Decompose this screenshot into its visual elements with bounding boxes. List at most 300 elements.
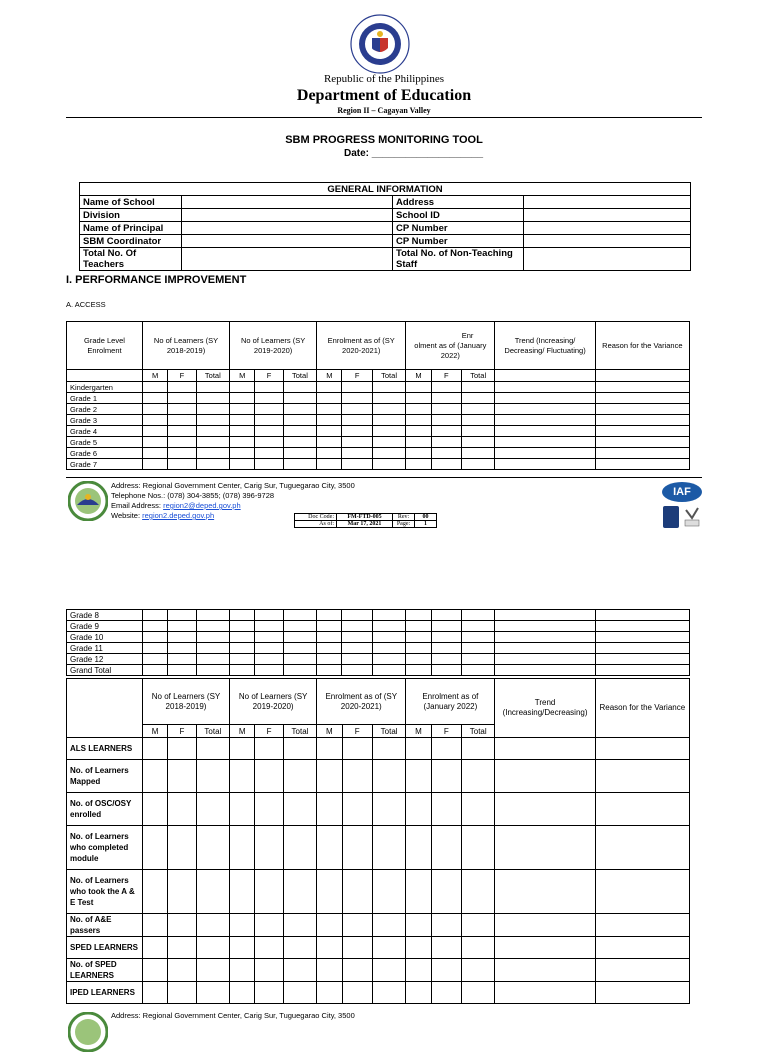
data-cell[interactable] (255, 448, 283, 459)
data-cell[interactable] (230, 393, 255, 404)
data-cell[interactable] (317, 982, 342, 1004)
data-cell[interactable] (431, 382, 461, 393)
data-cell[interactable] (406, 621, 431, 632)
data-cell[interactable] (342, 760, 372, 793)
data-cell[interactable] (255, 654, 283, 665)
data-cell[interactable] (595, 382, 689, 393)
data-cell[interactable] (461, 404, 494, 415)
data-cell[interactable] (142, 426, 167, 437)
data-cell[interactable] (595, 393, 689, 404)
data-cell[interactable] (142, 643, 167, 654)
data-cell[interactable] (142, 793, 167, 826)
data-cell[interactable] (406, 959, 431, 982)
data-cell[interactable] (196, 654, 229, 665)
data-cell[interactable] (372, 654, 405, 665)
data-cell[interactable] (230, 382, 255, 393)
data-cell[interactable] (595, 793, 689, 826)
data-cell[interactable] (317, 415, 342, 426)
data-cell[interactable] (255, 937, 283, 959)
data-cell[interactable] (342, 826, 372, 870)
data-cell[interactable] (495, 610, 595, 621)
data-cell[interactable] (230, 448, 255, 459)
data-cell[interactable] (283, 632, 316, 643)
data-cell[interactable] (372, 404, 405, 415)
data-cell[interactable] (495, 982, 595, 1004)
data-cell[interactable] (255, 404, 283, 415)
data-cell[interactable] (595, 654, 689, 665)
data-cell[interactable] (495, 959, 595, 982)
data-cell[interactable] (255, 459, 283, 470)
data-cell[interactable] (495, 393, 595, 404)
data-cell[interactable] (406, 665, 431, 676)
data-cell[interactable] (230, 426, 255, 437)
data-cell[interactable] (142, 982, 167, 1004)
data-cell[interactable] (142, 937, 167, 959)
data-cell[interactable] (196, 426, 229, 437)
data-cell[interactable] (461, 654, 494, 665)
data-cell[interactable] (595, 459, 689, 470)
data-cell[interactable] (168, 870, 196, 914)
data-cell[interactable] (230, 937, 255, 959)
data-cell[interactable] (142, 404, 167, 415)
data-cell[interactable] (317, 654, 342, 665)
data-cell[interactable] (495, 415, 595, 426)
data-cell[interactable] (255, 982, 283, 1004)
data-cell[interactable] (283, 643, 316, 654)
data-cell[interactable] (431, 870, 461, 914)
data-cell[interactable] (168, 665, 196, 676)
data-cell[interactable] (230, 826, 255, 870)
data-cell[interactable] (431, 643, 461, 654)
data-cell[interactable] (342, 437, 372, 448)
data-cell[interactable] (406, 982, 431, 1004)
data-cell[interactable] (142, 959, 167, 982)
data-cell[interactable] (230, 643, 255, 654)
data-cell[interactable] (142, 826, 167, 870)
data-cell[interactable] (230, 437, 255, 448)
data-cell[interactable] (406, 610, 431, 621)
data-cell[interactable] (406, 437, 431, 448)
data-cell[interactable] (142, 632, 167, 643)
data-cell[interactable] (255, 914, 283, 937)
data-cell[interactable] (142, 760, 167, 793)
data-cell[interactable] (255, 426, 283, 437)
data-cell[interactable] (168, 404, 196, 415)
data-cell[interactable] (168, 654, 196, 665)
data-cell[interactable] (595, 426, 689, 437)
data-cell[interactable] (283, 738, 316, 760)
data-cell[interactable] (431, 665, 461, 676)
data-cell[interactable] (317, 393, 342, 404)
data-cell[interactable] (230, 621, 255, 632)
data-cell[interactable] (196, 982, 229, 1004)
data-cell[interactable] (461, 459, 494, 470)
data-cell[interactable] (431, 937, 461, 959)
data-cell[interactable] (142, 437, 167, 448)
data-cell[interactable] (283, 448, 316, 459)
data-cell[interactable] (372, 959, 405, 982)
data-cell[interactable] (406, 404, 431, 415)
data-cell[interactable] (495, 621, 595, 632)
data-cell[interactable] (168, 382, 196, 393)
data-cell[interactable] (431, 760, 461, 793)
data-cell[interactable] (196, 870, 229, 914)
data-cell[interactable] (342, 665, 372, 676)
data-cell[interactable] (406, 382, 431, 393)
data-cell[interactable] (495, 870, 595, 914)
data-cell[interactable] (196, 382, 229, 393)
data-cell[interactable] (406, 654, 431, 665)
data-cell[interactable] (168, 459, 196, 470)
data-cell[interactable] (196, 826, 229, 870)
data-cell[interactable] (230, 665, 255, 676)
data-cell[interactable] (431, 793, 461, 826)
data-cell[interactable] (283, 914, 316, 937)
data-cell[interactable] (461, 665, 494, 676)
data-cell[interactable] (230, 415, 255, 426)
data-cell[interactable] (283, 937, 316, 959)
data-cell[interactable] (495, 404, 595, 415)
data-cell[interactable] (317, 738, 342, 760)
email-link[interactable]: region2@deped.gov.ph (163, 501, 241, 510)
data-cell[interactable] (372, 610, 405, 621)
data-cell[interactable] (462, 738, 495, 760)
data-cell[interactable] (230, 793, 255, 826)
data-cell[interactable] (317, 643, 342, 654)
data-cell[interactable] (142, 738, 167, 760)
website-link[interactable]: region2.deped.gov.ph (142, 511, 215, 520)
data-cell[interactable] (168, 937, 196, 959)
data-cell[interactable] (255, 760, 283, 793)
data-cell[interactable] (495, 448, 595, 459)
data-cell[interactable] (255, 437, 283, 448)
data-cell[interactable] (342, 982, 372, 1004)
data-cell[interactable] (406, 914, 431, 937)
data-cell[interactable] (317, 959, 342, 982)
data-cell[interactable] (495, 738, 595, 760)
data-cell[interactable] (595, 415, 689, 426)
data-cell[interactable] (431, 632, 461, 643)
data-cell[interactable] (342, 415, 372, 426)
data-cell[interactable] (372, 426, 405, 437)
data-cell[interactable] (168, 393, 196, 404)
data-cell[interactable] (283, 382, 316, 393)
data-cell[interactable] (431, 404, 461, 415)
data-cell[interactable] (595, 643, 689, 654)
data-cell[interactable] (495, 914, 595, 937)
data-cell[interactable] (196, 643, 229, 654)
data-cell[interactable] (495, 826, 595, 870)
data-cell[interactable] (283, 415, 316, 426)
data-cell[interactable] (431, 393, 461, 404)
data-cell[interactable] (595, 632, 689, 643)
data-cell[interactable] (168, 632, 196, 643)
data-cell[interactable] (317, 914, 342, 937)
data-cell[interactable] (461, 643, 494, 654)
data-cell[interactable] (372, 982, 405, 1004)
data-cell[interactable] (342, 404, 372, 415)
data-cell[interactable] (595, 959, 689, 982)
data-cell[interactable] (255, 665, 283, 676)
data-cell[interactable] (372, 437, 405, 448)
data-cell[interactable] (595, 760, 689, 793)
data-cell[interactable] (196, 914, 229, 937)
data-cell[interactable] (283, 393, 316, 404)
data-cell[interactable] (317, 426, 342, 437)
data-cell[interactable] (431, 448, 461, 459)
data-cell[interactable] (495, 760, 595, 793)
data-cell[interactable] (317, 459, 342, 470)
data-cell[interactable] (168, 610, 196, 621)
data-cell[interactable] (495, 665, 595, 676)
data-cell[interactable] (342, 426, 372, 437)
data-cell[interactable] (595, 665, 689, 676)
data-cell[interactable] (342, 448, 372, 459)
data-cell[interactable] (196, 937, 229, 959)
data-cell[interactable] (196, 760, 229, 793)
data-cell[interactable] (372, 738, 405, 760)
data-cell[interactable] (230, 760, 255, 793)
data-cell[interactable] (462, 870, 495, 914)
data-cell[interactable] (595, 937, 689, 959)
data-cell[interactable] (372, 914, 405, 937)
data-cell[interactable] (168, 959, 196, 982)
data-cell[interactable] (372, 665, 405, 676)
data-cell[interactable] (372, 826, 405, 870)
data-cell[interactable] (461, 621, 494, 632)
data-cell[interactable] (595, 826, 689, 870)
data-cell[interactable] (342, 914, 372, 937)
data-cell[interactable] (255, 632, 283, 643)
data-cell[interactable] (342, 793, 372, 826)
data-cell[interactable] (142, 393, 167, 404)
data-cell[interactable] (142, 665, 167, 676)
data-cell[interactable] (462, 914, 495, 937)
data-cell[interactable] (230, 654, 255, 665)
data-cell[interactable] (595, 610, 689, 621)
data-cell[interactable] (462, 793, 495, 826)
data-cell[interactable] (462, 760, 495, 793)
data-cell[interactable] (461, 426, 494, 437)
data-cell[interactable] (317, 665, 342, 676)
data-cell[interactable] (230, 738, 255, 760)
data-cell[interactable] (595, 914, 689, 937)
data-cell[interactable] (168, 621, 196, 632)
data-cell[interactable] (283, 959, 316, 982)
data-cell[interactable] (431, 826, 461, 870)
data-cell[interactable] (495, 437, 595, 448)
data-cell[interactable] (342, 459, 372, 470)
data-cell[interactable] (283, 426, 316, 437)
data-cell[interactable] (196, 437, 229, 448)
data-cell[interactable] (283, 665, 316, 676)
data-cell[interactable] (283, 793, 316, 826)
data-cell[interactable] (431, 415, 461, 426)
data-cell[interactable] (196, 459, 229, 470)
data-cell[interactable] (342, 738, 372, 760)
data-cell[interactable] (283, 437, 316, 448)
data-cell[interactable] (317, 621, 342, 632)
data-cell[interactable] (283, 982, 316, 1004)
data-cell[interactable] (461, 448, 494, 459)
data-cell[interactable] (168, 415, 196, 426)
data-cell[interactable] (283, 760, 316, 793)
data-cell[interactable] (142, 459, 167, 470)
data-cell[interactable] (142, 415, 167, 426)
data-cell[interactable] (406, 793, 431, 826)
data-cell[interactable] (462, 982, 495, 1004)
data-cell[interactable] (495, 793, 595, 826)
data-cell[interactable] (406, 459, 431, 470)
data-cell[interactable] (283, 654, 316, 665)
data-cell[interactable] (342, 654, 372, 665)
data-cell[interactable] (406, 937, 431, 959)
data-cell[interactable] (317, 632, 342, 643)
data-cell[interactable] (406, 760, 431, 793)
data-cell[interactable] (230, 870, 255, 914)
data-cell[interactable] (342, 870, 372, 914)
data-cell[interactable] (196, 621, 229, 632)
data-cell[interactable] (283, 870, 316, 914)
data-cell[interactable] (196, 738, 229, 760)
data-cell[interactable] (196, 632, 229, 643)
data-cell[interactable] (595, 448, 689, 459)
data-cell[interactable] (495, 654, 595, 665)
data-cell[interactable] (595, 404, 689, 415)
data-cell[interactable] (495, 459, 595, 470)
data-cell[interactable] (372, 760, 405, 793)
data-cell[interactable] (431, 982, 461, 1004)
data-cell[interactable] (461, 610, 494, 621)
data-cell[interactable] (495, 382, 595, 393)
data-cell[interactable] (255, 621, 283, 632)
data-cell[interactable] (255, 382, 283, 393)
data-cell[interactable] (142, 610, 167, 621)
data-cell[interactable] (168, 426, 196, 437)
data-cell[interactable] (196, 404, 229, 415)
data-cell[interactable] (372, 793, 405, 826)
data-cell[interactable] (317, 937, 342, 959)
data-cell[interactable] (431, 610, 461, 621)
data-cell[interactable] (196, 448, 229, 459)
data-cell[interactable] (342, 632, 372, 643)
data-cell[interactable] (461, 393, 494, 404)
data-cell[interactable] (196, 415, 229, 426)
data-cell[interactable] (406, 738, 431, 760)
data-cell[interactable] (342, 610, 372, 621)
data-cell[interactable] (495, 632, 595, 643)
data-cell[interactable] (431, 426, 461, 437)
data-cell[interactable] (255, 415, 283, 426)
data-cell[interactable] (595, 870, 689, 914)
data-cell[interactable] (317, 404, 342, 415)
data-cell[interactable] (317, 793, 342, 826)
data-cell[interactable] (431, 621, 461, 632)
data-cell[interactable] (595, 738, 689, 760)
data-cell[interactable] (196, 959, 229, 982)
data-cell[interactable] (406, 448, 431, 459)
data-cell[interactable] (462, 826, 495, 870)
data-cell[interactable] (342, 643, 372, 654)
data-cell[interactable] (342, 621, 372, 632)
data-cell[interactable] (495, 937, 595, 959)
data-cell[interactable] (372, 643, 405, 654)
data-cell[interactable] (495, 426, 595, 437)
data-cell[interactable] (406, 826, 431, 870)
data-cell[interactable] (372, 393, 405, 404)
data-cell[interactable] (230, 914, 255, 937)
data-cell[interactable] (230, 610, 255, 621)
data-cell[interactable] (431, 459, 461, 470)
data-cell[interactable] (283, 404, 316, 415)
data-cell[interactable] (142, 654, 167, 665)
data-cell[interactable] (406, 415, 431, 426)
data-cell[interactable] (317, 870, 342, 914)
data-cell[interactable] (595, 437, 689, 448)
data-cell[interactable] (317, 448, 342, 459)
data-cell[interactable] (168, 437, 196, 448)
data-cell[interactable] (255, 738, 283, 760)
data-cell[interactable] (142, 621, 167, 632)
data-cell[interactable] (255, 793, 283, 826)
data-cell[interactable] (196, 393, 229, 404)
data-cell[interactable] (372, 448, 405, 459)
data-cell[interactable] (255, 610, 283, 621)
data-cell[interactable] (255, 393, 283, 404)
data-cell[interactable] (431, 654, 461, 665)
data-cell[interactable] (142, 870, 167, 914)
data-cell[interactable] (168, 914, 196, 937)
data-cell[interactable] (142, 382, 167, 393)
data-cell[interactable] (317, 437, 342, 448)
data-cell[interactable] (372, 632, 405, 643)
data-cell[interactable] (431, 959, 461, 982)
data-cell[interactable] (431, 437, 461, 448)
data-cell[interactable] (406, 870, 431, 914)
data-cell[interactable] (462, 937, 495, 959)
data-cell[interactable] (168, 793, 196, 826)
data-cell[interactable] (461, 382, 494, 393)
data-cell[interactable] (342, 937, 372, 959)
data-cell[interactable] (196, 610, 229, 621)
data-cell[interactable] (406, 643, 431, 654)
data-cell[interactable] (431, 914, 461, 937)
data-cell[interactable] (406, 632, 431, 643)
data-cell[interactable] (230, 404, 255, 415)
data-cell[interactable] (495, 643, 595, 654)
data-cell[interactable] (406, 393, 431, 404)
data-cell[interactable] (372, 937, 405, 959)
data-cell[interactable] (168, 826, 196, 870)
data-cell[interactable] (255, 870, 283, 914)
data-cell[interactable] (342, 393, 372, 404)
data-cell[interactable] (462, 959, 495, 982)
data-cell[interactable] (142, 914, 167, 937)
data-cell[interactable] (283, 621, 316, 632)
data-cell[interactable] (317, 826, 342, 870)
data-cell[interactable] (317, 760, 342, 793)
data-cell[interactable] (372, 459, 405, 470)
data-cell[interactable] (168, 738, 196, 760)
data-cell[interactable] (230, 632, 255, 643)
data-cell[interactable] (372, 382, 405, 393)
data-cell[interactable] (283, 459, 316, 470)
data-cell[interactable] (230, 959, 255, 982)
data-cell[interactable] (142, 448, 167, 459)
data-cell[interactable] (168, 448, 196, 459)
data-cell[interactable] (595, 982, 689, 1004)
data-cell[interactable] (317, 610, 342, 621)
